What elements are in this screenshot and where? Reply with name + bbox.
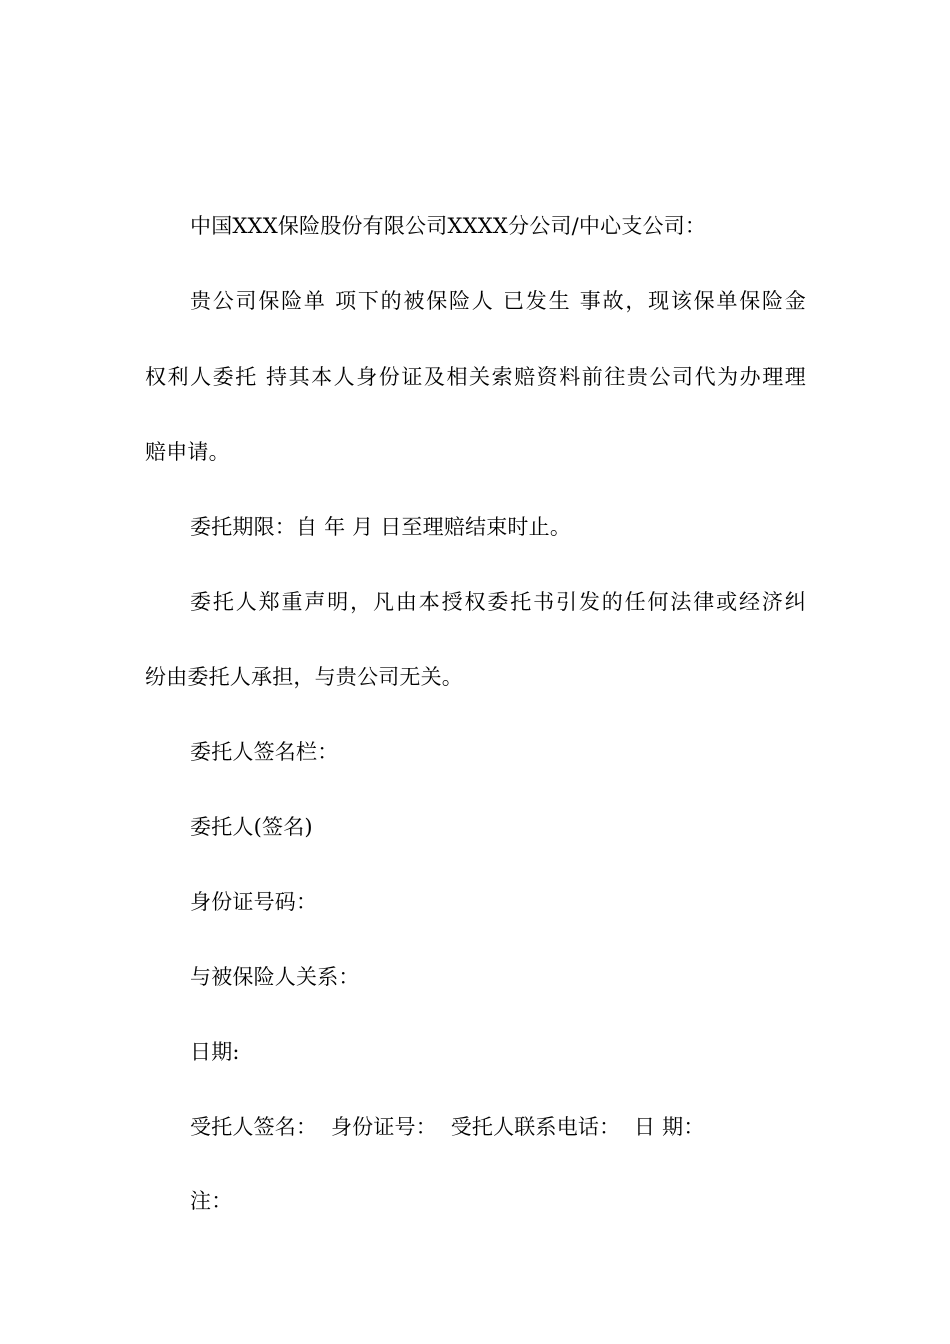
date-label: 日期:	[190, 1040, 240, 1064]
agent-signature-line: 受托人签名： 身份证号： 受托人联系电话： 日 期：	[190, 1115, 705, 1139]
entrustment-period: 委托期限：自 年 月 日至理赔结束时止。	[190, 515, 572, 539]
relationship-label: 与被保险人关系：	[190, 965, 360, 989]
note-label: 注：	[190, 1189, 233, 1213]
paragraph1-line3: 赔申请。	[145, 440, 230, 464]
paragraph1-line2: 权利人委托 持其本人身份证及相关索赔资料前往贵公司代为办理理	[145, 365, 806, 389]
declaration-line2: 纷由委托人承担，与贵公司无关。	[145, 665, 463, 689]
signer-label: 委托人(签名)	[190, 815, 313, 839]
paragraph1-line1: 贵公司保险单 项下的被保险人 已发生 事故，现该保单保险金	[190, 289, 806, 313]
salutation: 中国XXX保险股份有限公司XXXX分公司/中心支公司：	[190, 214, 707, 238]
signature-section-title: 委托人签名栏：	[190, 740, 339, 764]
id-number-label: 身份证号码：	[190, 890, 318, 914]
declaration-line1: 委托人郑重声明，凡由本授权委托书引发的任何法律或经济纠	[190, 590, 806, 614]
